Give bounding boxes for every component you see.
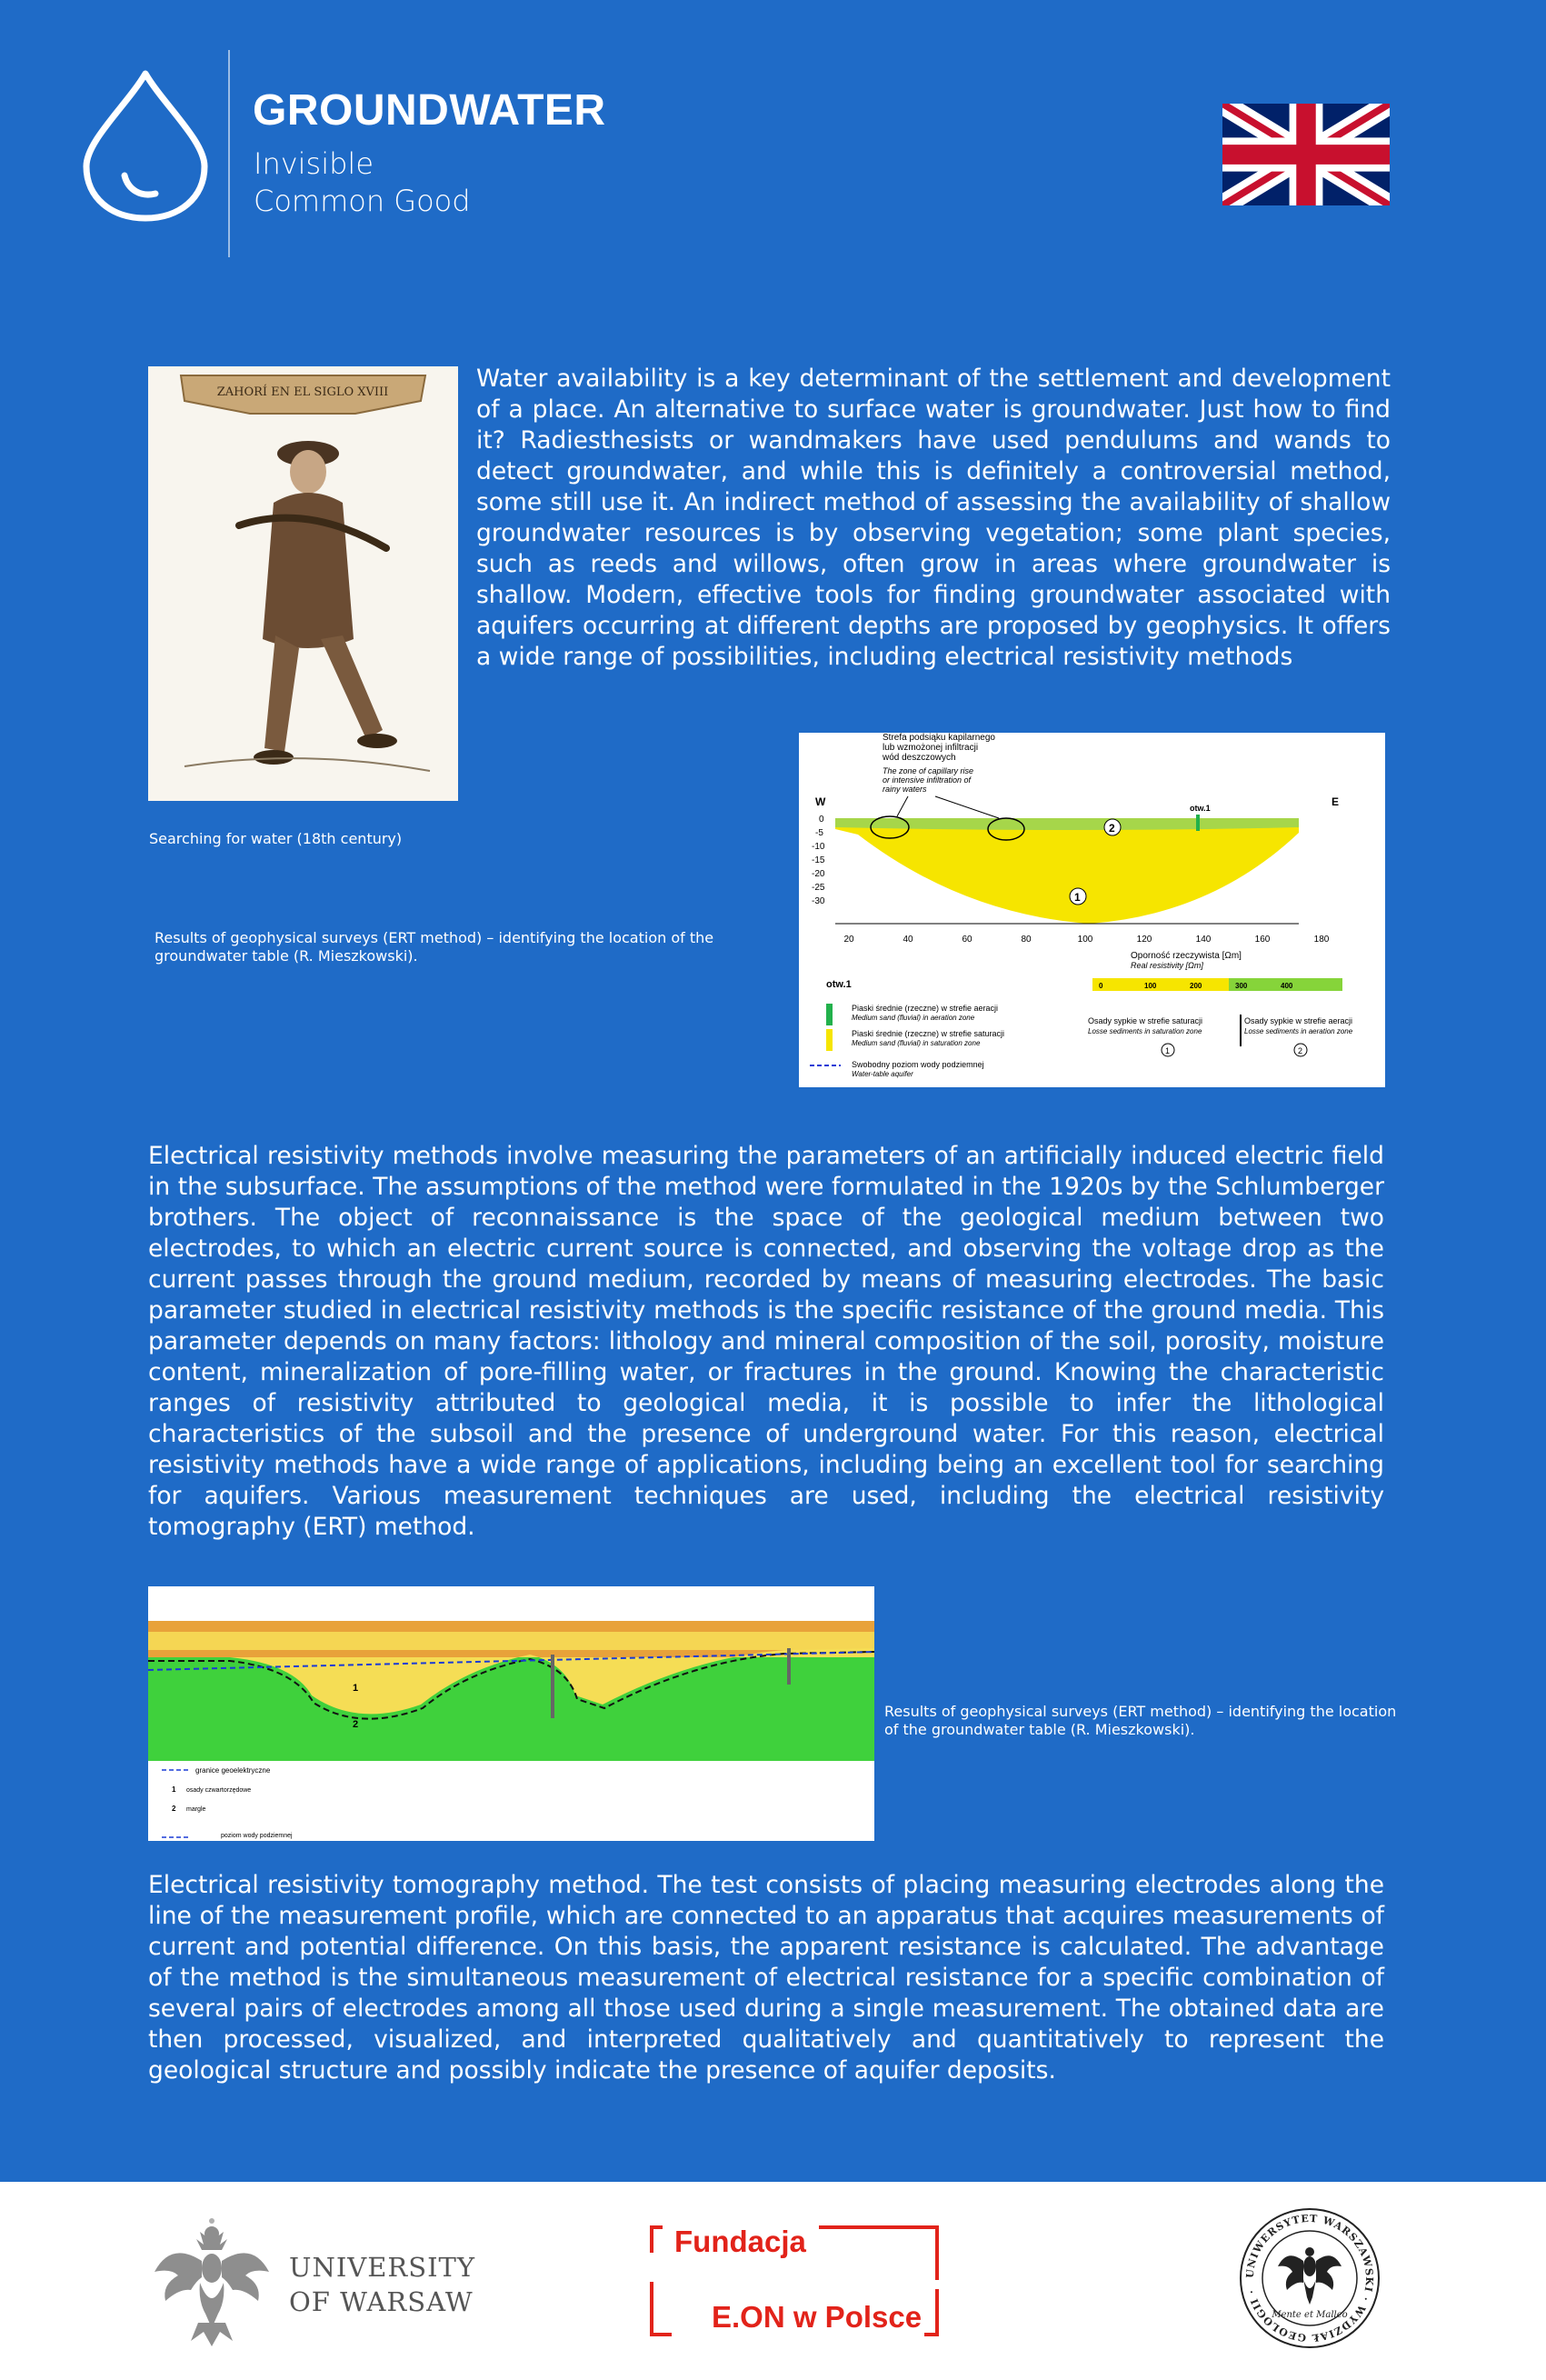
legend3-en: Water-table aquifer [852,1070,913,1078]
resistivity-label-pl: Oporność rzeczywista [Ωm] [1131,951,1242,961]
borehole-2 [787,1648,791,1685]
ert2-legend3-num: 2 [172,1805,176,1813]
y-axis-ticks [812,815,825,906]
x-tick: 20 [843,935,854,945]
east-label: E [1332,795,1340,808]
ert-top-band-light [148,1632,874,1650]
legend-swatch-yellow [826,1029,833,1051]
x-tick: 80 [1021,935,1032,945]
legend-title: otw.1 [826,979,852,990]
well-label: otw.1 [1190,804,1211,813]
sediment1-number: 1 [1165,1046,1171,1055]
seal-motto: Mente et Malleo [1272,2310,1348,2320]
page-title: GROUNDWATER [253,86,606,135]
ert-tomography-figure [148,1586,874,1841]
body-paragraph: Electrical resistivity methods involve measuring the parameters of an artificially induced electric field in the subsurface. The assumptions of the method were formulated in the 1920s by the Schlumberger brothers. The object of reconnaissance is the space of the geological medium between two electrodes, to which an electric current source is connected, and observing the voltage drop as the current passes through the ground medium, recorded by means of measuring electrodes. The basic parameter studied in electrical resistivity methods is the specific resistance of the ground media. This parameter depends on many factors: lithology and mineral composition of the soil, porosity, moisture content, mineralization of pore-filling water, or fractures in the ground. Knowing the characteristic ranges of resistivity attributed to geological media, it is possible to infer the lithological characteristics of the subsoil and the presence of underground water. For this reason, electrical resistivity methods have a wide range of applications, including being an excellent tool for searching for aquifers. Various measurement techniques are used, including the electrical resistivity tomography (ERT) method. [148,1142,1384,1541]
y-tick: -20 [812,869,825,879]
zone-pointer-2 [935,796,999,818]
section-label-1: 1 [1074,891,1081,904]
west-label: W [815,795,826,808]
legend-swatch-green [826,1004,833,1025]
legend2-pl: Piaski średnie (rzeczne) w strefie saturacji [852,1029,1005,1038]
section-label-2: 2 [1109,822,1115,835]
header-divider [228,50,230,257]
y-tick: -5 [815,828,823,838]
eon-logo-line-1: Fundacja [674,2225,806,2258]
scale-bar-yellow [1092,978,1229,991]
scale-tick: 200 [1190,982,1202,990]
zone-pointer-1 [897,796,908,816]
y-tick: -30 [812,896,825,906]
y-tick: -25 [812,883,825,893]
ert-profile-figure [799,733,1385,1087]
engraving-banner-text: ZAHORÍ EN EL SIGLO XVIII [216,385,389,399]
sediment1-label-pl: Osady sypkie w strefie saturacji [1088,1016,1203,1025]
figure1-caption: Searching for water (18th century) [149,830,403,847]
page-subtitle [254,145,471,220]
sediment2-number: 2 [1298,1046,1303,1055]
header [0,0,1546,273]
ert-green-base [148,1657,874,1761]
zone-label-en: The zone of capillary rise or intensive infiltration of rainy waters [883,766,974,794]
x-tick: 160 [1254,935,1271,945]
eon-logo-line-2: E.ON w Polsce [712,2300,923,2334]
ert2-label-1: 1 [353,1683,359,1694]
x-tick: 120 [1136,935,1152,945]
seal-ring-text: UNIWERSYTET WARSZAWSKI · WYDZIAŁ GEOLOGII · [1243,2212,1376,2345]
x-tick: 40 [903,935,913,945]
uw-line-2: OF WARSAW [289,2286,474,2317]
figure3-caption: Results of geophysical surveys (ERT method) – identifying the location of the groundwater table (R. Mieszkowski). [884,1703,1397,1738]
sediment1-label-en: Losse sediments in saturation zone [1088,1027,1202,1035]
ert2-legend4: poziom wody podziemnej [221,1833,293,1839]
faculty-of-geology-seal [1238,2206,1381,2350]
y-tick: -15 [812,855,825,865]
ert2-legend1: granice geoelektryczne [195,1766,271,1775]
x-tick: 180 [1313,935,1330,945]
legend1-pl: Piaski średnie (rzeczne) w strefie aeracji [852,1004,999,1013]
sediment2-label-pl: Osady sypkie w strefie aeracji [1244,1016,1353,1025]
scale-tick: 100 [1144,982,1157,990]
ert2-legend2: osady czwartorzędowe [186,1787,252,1794]
scale-tick: 400 [1281,982,1293,990]
legend3-pl: Swobodny poziom wody podziemnej [852,1060,984,1069]
ert2-legend3: margle [186,1806,206,1813]
y-tick: 0 [819,815,824,825]
ert-paragraph: Electrical resistivity tomography method. The test consists of placing measuring electrodes along the line of the measurement profile, which are connected to an apparatus that acquires measurements of current and potential difference. On this basis, the apparent resistance is calculated. The advantage of the method is the simultaneous measurement of electrical resistance for a specific combination of several pairs of electrodes among all those used during a single measurement. The obtained data are then processed, visualized, and interpreted qualitatively and quantitatively to represent the geological structure and possibly indicate the presence of aquifer deposits. [148,1871,1384,2085]
x-tick: 100 [1077,935,1093,945]
x-tick: 60 [962,935,972,945]
ert2-legend2-num: 1 [172,1785,176,1794]
y-tick: -10 [812,842,825,852]
x-tick: 140 [1195,935,1212,945]
well-marker [1196,815,1200,831]
uw-line-1: UNIVERSITY [289,2252,476,2283]
subtitle-line-1: Invisible [254,146,374,181]
subtitle-line-2: Common Good [254,184,471,218]
eagle-emblem-icon [144,2214,280,2350]
resistivity-label-en: Real resistivity [Ωm] [1131,961,1203,970]
ert2-label-2: 2 [353,1719,359,1730]
zone-label-pl: Strefa podsiąku kapilarnego lub wzmożonej infiltracji wód deszczowych [883,733,995,763]
scale-tick: 0 [1099,982,1103,990]
scale-tick: 300 [1235,982,1248,990]
water-drop-icon [77,68,214,223]
legend2-en: Medium sand (fluvial) in saturation zone [852,1039,981,1047]
legend1-en: Medium sand (fluvial) in aeration zone [852,1014,975,1022]
dowser-engraving-image [148,366,458,801]
uk-flag-icon[interactable] [1222,104,1390,205]
university-of-warsaw-logo-text [289,2250,475,2319]
intro-paragraph: Water availability is a key determinant of the settlement and development of a place. An alternative to surface water is groundwater. Just how to find it? Radiesthesists or wandmakers have used pendulums and wands to detect groundwater, and while this is definitely a controversial method, some still use it. An indirect method of assessing the availability of shallow groundwater resources is by observing vegetation; some plant species, such as reeds and willows, often grow in areas where groundwater is shallow. Modern, effective tools for finding groundwater associated with aquifers occurring at different depths are proposed by geophysics. It offers a wide range of possibilities, including electrical resistivity methods [476,365,1391,671]
borehole-1 [551,1655,554,1718]
x-axis-ticks [843,935,1329,945]
figure2-caption: Results of geophysical surveys (ERT method) – identifying the location of the groundwater table (R. Mieszkowski). [155,929,714,965]
sediment2-label-en: Losse sediments in aeration zone [1244,1027,1353,1035]
